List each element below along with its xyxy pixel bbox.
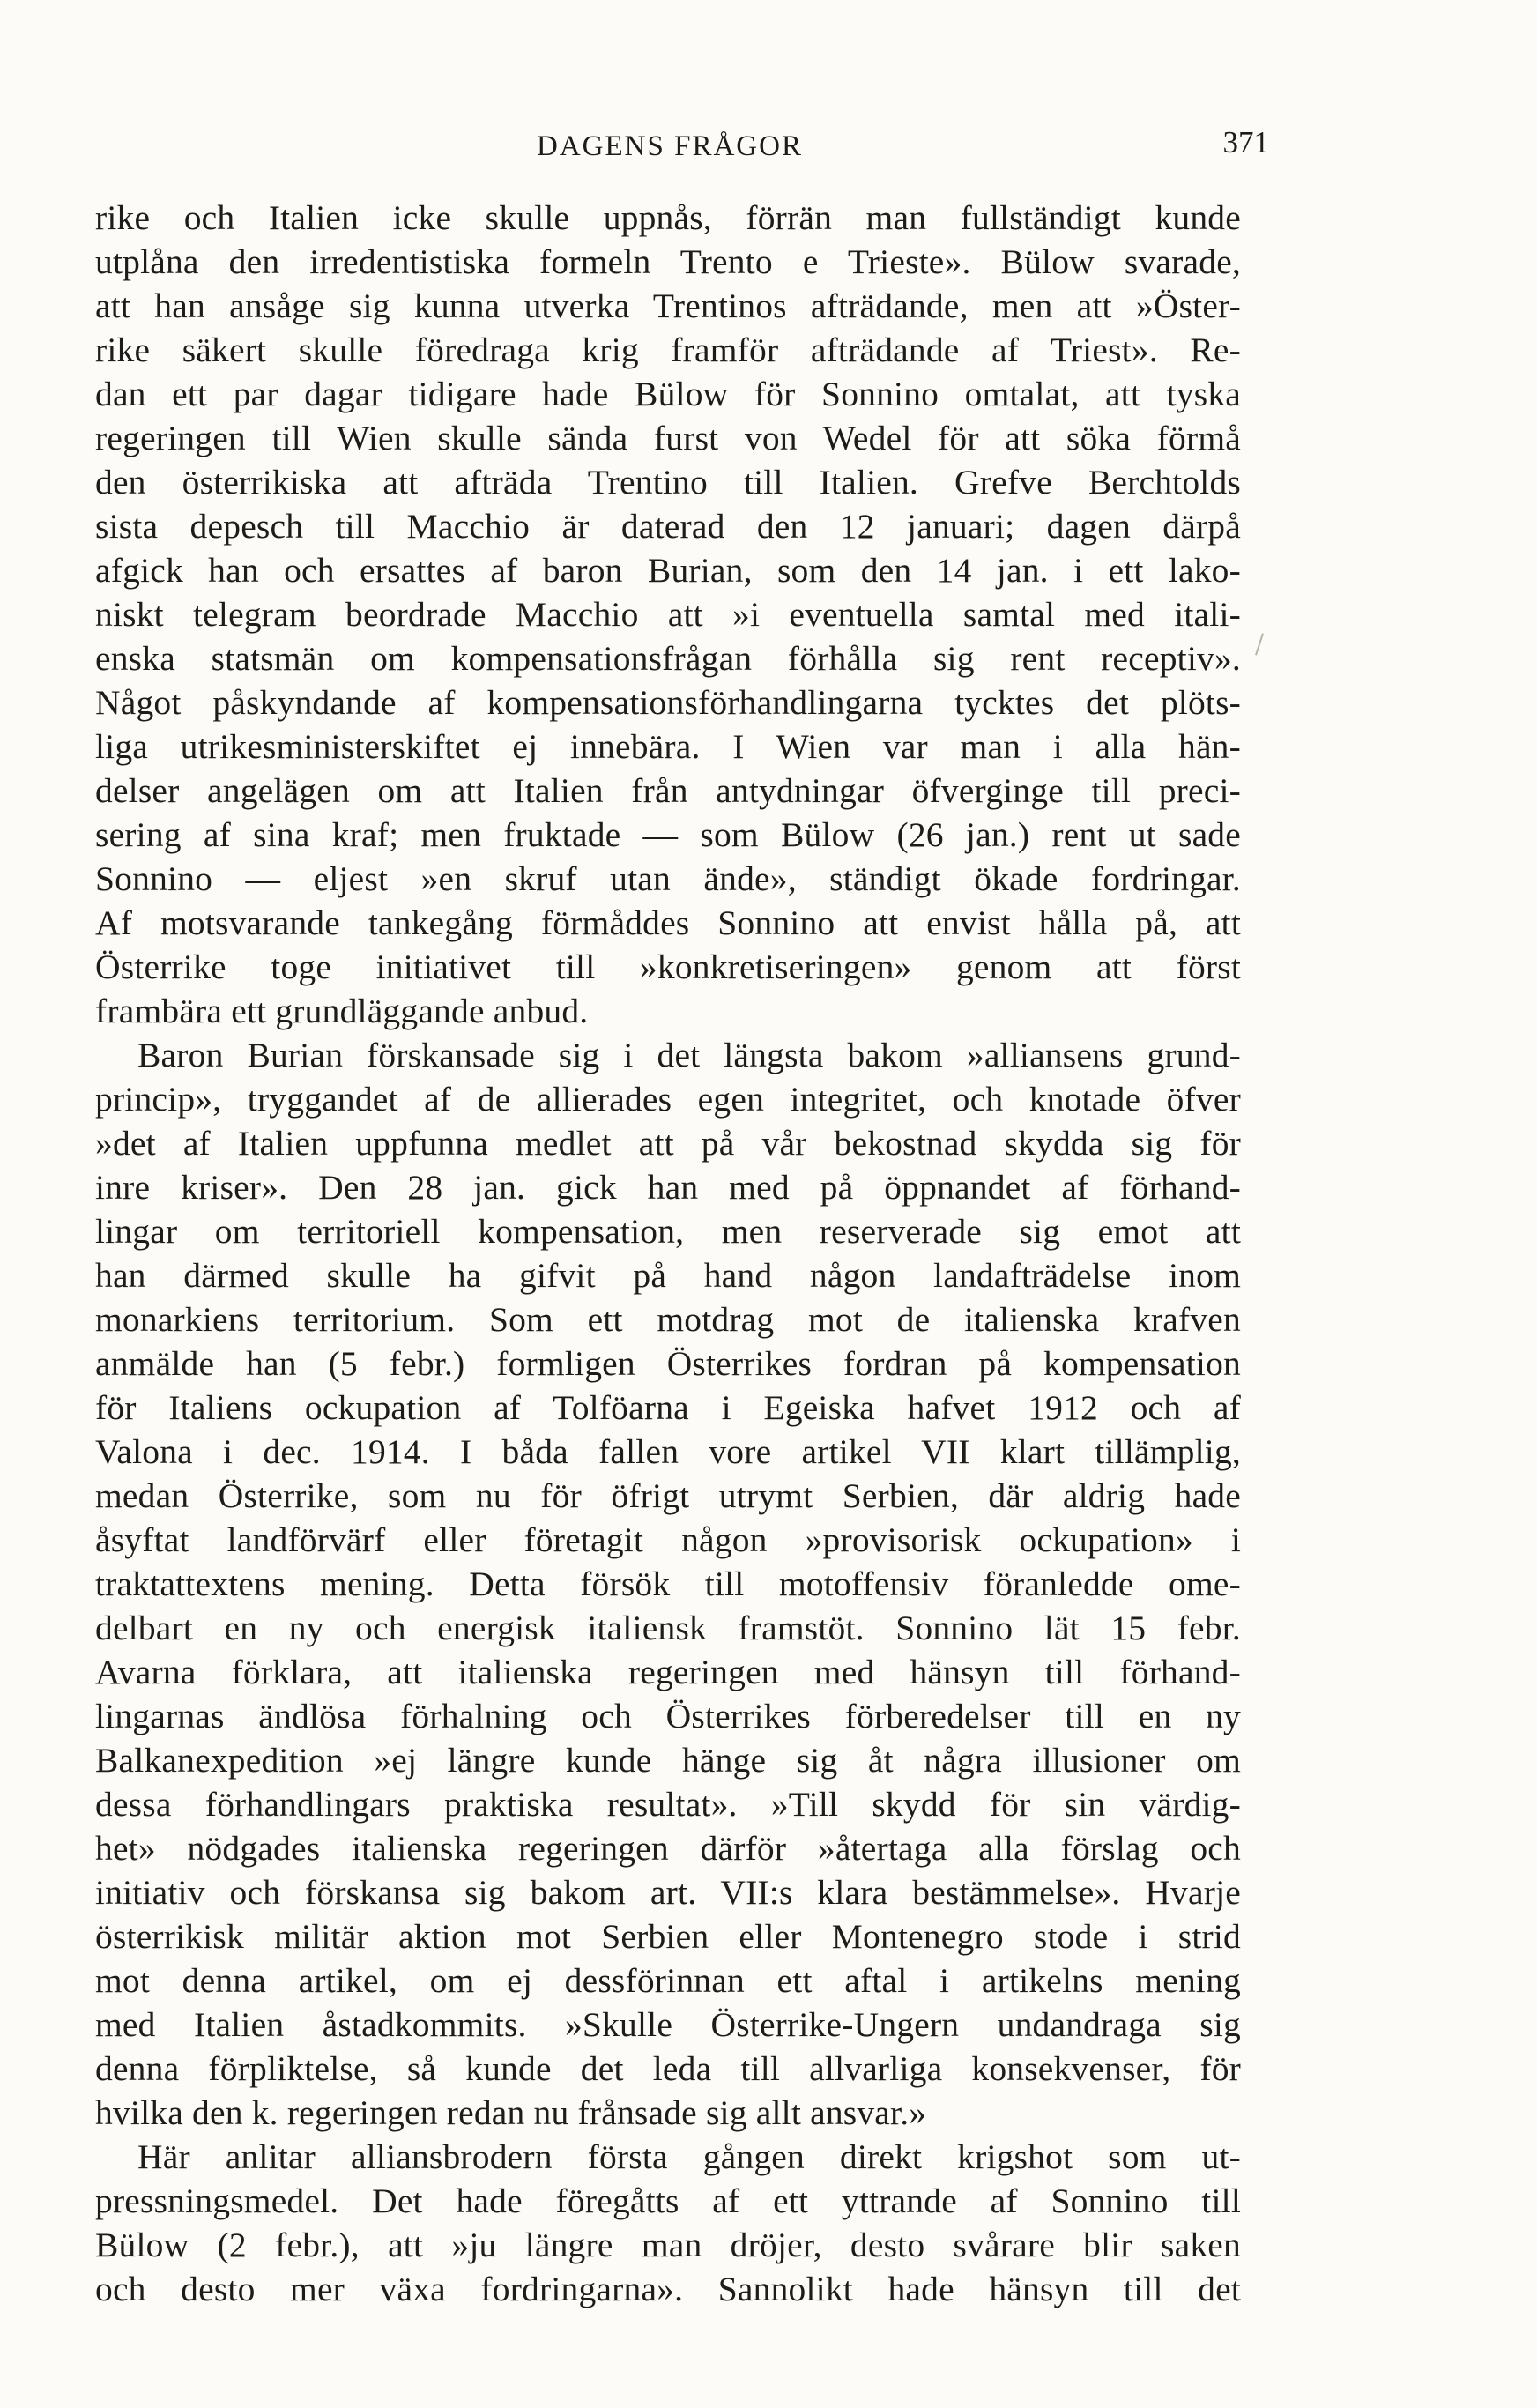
running-header xyxy=(97,125,1269,175)
text-line: liga utrikesministerskiftet ej innebära. I Wien var man i alla hän- xyxy=(95,727,1241,766)
text-line: Österrike toge initiativet till »konkretiseringen» genom att först xyxy=(95,948,1241,986)
text-line: lingar om territoriell kompensation, men reserverade sig emot att xyxy=(95,1212,1241,1251)
text-line: Sonnino — eljest »en skruf utan ände», ständigt ökade fordringar. xyxy=(95,859,1241,898)
text-line: Balkanexpedition »ej längre kunde hänge sig åt några illusioner om xyxy=(95,1741,1241,1780)
text-line: medan Österrike, som nu för öfrigt utrymt Serbien, där aldrig hade xyxy=(95,1476,1241,1515)
text-line: han därmed skulle ha gifvit på hand någon landafträdelse inom xyxy=(95,1256,1241,1295)
text-line: delser angelägen om att Italien från antydningar öfverginge till preci- xyxy=(95,771,1241,810)
text-line: frambära ett grundläggande anbud. xyxy=(95,992,589,1030)
text-line: sering af sina kraf; men fruktade — som Bülow (26 jan.) rent ut sade xyxy=(95,815,1241,854)
text-line: åsyftat landförvärf eller företagit någon »provisorisk ockupation» i xyxy=(95,1520,1241,1559)
text-line: rike säkert skulle föredraga krig framför afträdande af Triest». Re- xyxy=(95,331,1241,369)
text-line: att han ansåge sig kunna utverka Trentinos afträdande, men att »Öster- xyxy=(95,286,1241,325)
text-line: inre kriser». Den 28 jan. gick han med på öppnandet af förhand- xyxy=(95,1168,1241,1207)
text-line: het» nödgades italienska regeringen därför »återtaga alla förslag och xyxy=(95,1829,1241,1868)
text-line: sista depesch till Macchio är daterad den 12 januari; dagen därpå xyxy=(95,507,1241,546)
text-line: Här anlitar alliansbrodern första gången direkt krigshot som ut- xyxy=(137,2137,1241,2176)
text-line: dessa förhandlingars praktiska resultat». »Till skydd för sin värdig- xyxy=(95,1785,1241,1824)
text-line: enska statsmän om kompensationsfrågan förhålla sig rent receptiv». xyxy=(95,639,1241,678)
text-line: monarkiens territorium. Som ett motdrag mot de italienska krafven xyxy=(95,1300,1241,1339)
text-line: mot denna artikel, om ej dessförinnan ett aftal i artikelns mening xyxy=(95,1961,1241,2000)
text-line: dan ett par dagar tidigare hade Bülow för Sonnino omtalat, att tyska xyxy=(95,375,1241,413)
text-line: regeringen till Wien skulle sända furst von Wedel för att söka förmå xyxy=(95,419,1241,457)
text-line: österrikisk militär aktion mot Serbien eller Montenegro stode i strid xyxy=(95,1917,1241,1956)
margin-pencil-mark xyxy=(1255,633,1264,655)
text-line: Något påskyndande af kompensationsförhandlingarna tycktes det plöts- xyxy=(95,683,1241,722)
text-line: Avarna förklara, att italienska regeringen med hänsyn till förhand- xyxy=(95,1653,1241,1691)
text-line: denna förpliktelse, så kunde det leda till allvarliga konsekvenser, för xyxy=(95,2049,1241,2088)
text-line: anmälde han (5 febr.) formligen Österrikes fordran på kompensation xyxy=(95,1344,1241,1383)
page-number: 371 xyxy=(1222,125,1269,160)
text-line: rike och Italien icke skulle uppnås, förrän man fullständigt kunde xyxy=(95,198,1241,237)
text-line: Af motsvarande tankegång förmåddes Sonnino att envist hålla på, att xyxy=(95,903,1241,942)
text-line: den österrikiska att afträda Trentino till Italien. Grefve Berchtolds xyxy=(95,463,1241,502)
text-line: pressningsmedel. Det hade föregåtts af ett yttrande af Sonnino till xyxy=(95,2181,1241,2220)
text-line: Valona i dec. 1914. I båda fallen vore artikel VII klart tillämplig, xyxy=(95,1432,1241,1471)
text-line: niskt telegram beordrade Macchio att »i eventuella samtal med itali- xyxy=(95,595,1241,634)
text-line: afgick han och ersattes af baron Burian, som den 14 jan. i ett lako- xyxy=(95,551,1241,590)
text-line: utplåna den irredentistiska formeln Trento e Trieste». Bülow svarade, xyxy=(95,242,1241,281)
text-line: Baron Burian förskansade sig i det längsta bakom »alliansens grund- xyxy=(137,1036,1241,1074)
text-line: delbart en ny och energisk italiensk framstöt. Sonnino lät 15 febr. xyxy=(95,1609,1241,1647)
running-title: DAGENS FRÅGOR xyxy=(537,130,803,162)
text-line: hvilka den k. regeringen redan nu frånsade sig allt ansvar.» xyxy=(95,2093,927,2132)
body-text xyxy=(95,196,1241,2311)
text-line: traktattextens mening. Detta försök till motoffensiv föranledde ome- xyxy=(95,1564,1241,1603)
text-line: Bülow (2 febr.), att »ju längre man dröjer, desto svårare blir saken xyxy=(95,2226,1241,2264)
text-line: för Italiens ockupation af Tolföarna i Egeiska hafvet 1912 och af xyxy=(95,1388,1241,1427)
text-line: och desto mer växa fordringarna». Sannolikt hade hänsyn till det xyxy=(95,2270,1241,2308)
text-line: »det af Italien uppfunna medlet att på vår bekostnad skydda sig för xyxy=(95,1124,1241,1163)
text-line: initiativ och förskansa sig bakom art. VII:s klara bestämmelse». Hvarje xyxy=(95,1873,1241,1912)
text-line: lingarnas ändlösa förhalning och Österrikes förberedelser till en ny xyxy=(95,1697,1241,1735)
text-line: med Italien åstadkommits. »Skulle Österrike-Ungern undandraga sig xyxy=(95,2005,1241,2044)
text-line: princip», tryggandet af de allierades egen integritet, och knotade öfver xyxy=(95,1080,1241,1119)
